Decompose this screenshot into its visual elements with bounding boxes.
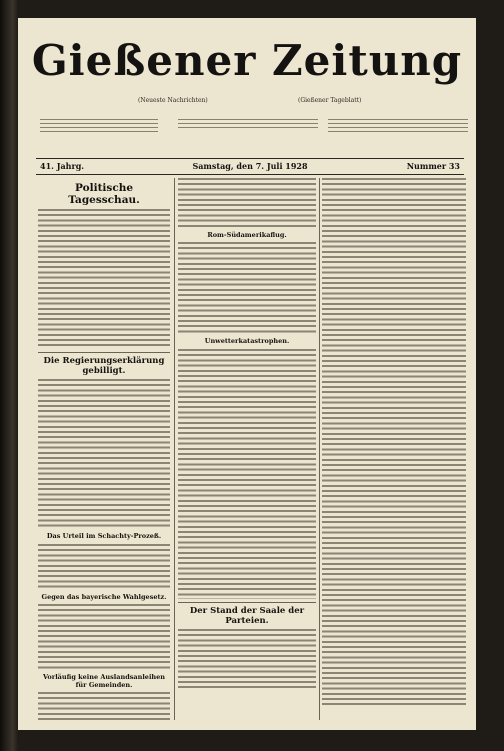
article-column-1 [38,178,170,720]
masthead-subtitle-left: (Neueste Nachrichten) [138,97,208,104]
article-heading: Rom-Südamerikaflug. [207,231,287,239]
article-body-text [38,544,170,590]
issue-number: Nummer 33 [406,161,460,171]
article-body-text [178,178,316,228]
article-heading: Unwetterkatastrophen. [204,337,290,346]
article-divider [178,602,316,603]
article-column-2 [178,178,316,720]
article-heading: Das Urteil im Schachty-Prozeß. [46,532,162,541]
column-divider [174,178,175,720]
volume-label: 41. Jahrg. [40,161,85,171]
publisher-info-left [40,113,158,151]
column-divider [319,178,320,720]
publisher-info-center [178,113,318,151]
article-body-text [38,379,170,529]
article-body-text [38,604,170,670]
article-heading: Politische Tagesschau. [68,182,140,207]
article-heading: Die Regierungserklärung gebilligt. [43,355,165,376]
article-body-text [178,349,316,599]
article-heading: Der Stand der Saale der Parteien. [189,605,305,626]
newspaper-page [18,18,476,730]
article-body-text [178,629,316,689]
masthead-subtitle-right: (Gießener Tageblatt) [298,97,362,104]
article-body-text [38,209,170,349]
article-divider [38,352,170,353]
article-body-text [38,692,170,720]
article-body-text [322,178,466,708]
issue-date: Samstag, den 7. Juli 1928 [192,161,308,171]
dateline-rule-bottom [36,174,464,175]
article-heading: Vorläufig keine Auslandsanleihen für Gemeinden. [42,673,166,689]
masthead-title: Gießener Zeitung [31,36,463,85]
article-heading: Gegen das bayerische Wahlgesetz. [41,592,167,601]
book-binding [0,0,18,751]
dateline [36,161,464,173]
article-column-3 [322,178,466,720]
publisher-info-right [328,113,468,151]
article-body-text [178,242,316,334]
dateline-rule-top [36,158,464,159]
